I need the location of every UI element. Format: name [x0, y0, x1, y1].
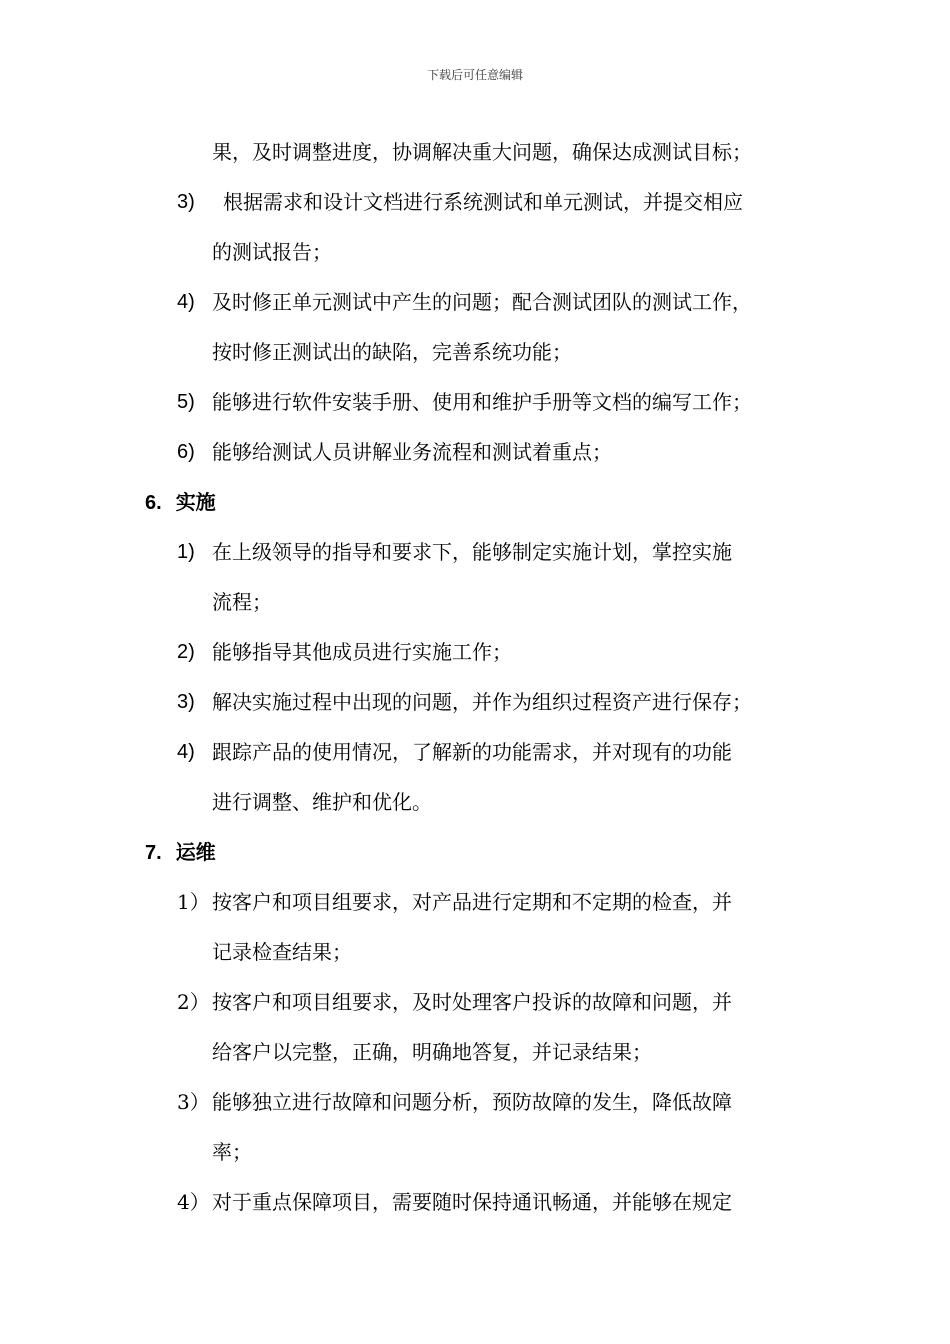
list-item-text: 能够独立进行故障和问题分析，预防故障的发生，降低故障 — [212, 1090, 732, 1114]
list-item-text: 解决实施过程中出现的问题，并作为组织过程资产进行保存； — [212, 690, 752, 714]
list-item-number: 5) — [177, 391, 195, 413]
section-heading-implementation — [145, 489, 216, 516]
page-header: 下载后可任意编辑 — [426, 68, 523, 82]
list-item-text: 在上级领导的指导和要求下，能够制定实施计划，掌控实施 — [212, 540, 732, 564]
section-number: 6. — [145, 492, 162, 514]
list-item-text: 果，及时调整进度，协调解决重大问题，确保达成测试目标； — [212, 140, 752, 164]
list-item-text: 率； — [212, 1140, 252, 1164]
list-item-text: 给客户以完整，正确，明确地答复，并记录结果； — [212, 1040, 652, 1064]
list-item-number: 1） — [177, 890, 210, 914]
list-item-text: 能够指导其他成员进行实施工作； — [212, 640, 512, 664]
list-item-text: 记录检查结果； — [212, 940, 352, 964]
section-title: 实施 — [175, 490, 216, 514]
list-item-number: 3) — [177, 191, 195, 213]
list-item-text: 能够给测试人员讲解业务流程和测试着重点； — [212, 440, 612, 464]
list-item-number: 4） — [177, 1190, 210, 1214]
list-item-text: 按客户和项目组要求，及时处理客户投诉的故障和问题，并 — [212, 990, 732, 1014]
list-item-text: 跟踪产品的使用情况，了解新的功能需求，并对现有的功能 — [212, 740, 732, 764]
section-heading-operations — [145, 839, 216, 866]
list-item-number: 3） — [177, 1090, 210, 1114]
section-title: 运维 — [175, 840, 216, 864]
list-item-text: 根据需求和设计文档进行系统测试和单元测试，并提交相应 — [223, 190, 743, 214]
list-item-text: 对于重点保障项目，需要随时保持通讯畅通，并能够在规定 — [212, 1190, 732, 1214]
list-item-number: 4) — [177, 291, 195, 313]
list-item-number: 6) — [177, 441, 195, 463]
section-number: 7. — [145, 842, 162, 864]
list-item-number: 2) — [177, 641, 195, 663]
list-item-number: 4) — [177, 741, 195, 763]
list-item-text: 流程； — [212, 590, 272, 614]
list-item-text: 按时修正测试出的缺陷，完善系统功能； — [212, 340, 572, 364]
list-item-number: 2） — [177, 990, 210, 1014]
list-item-text: 按客户和项目组要求，对产品进行定期和不定期的检查，并 — [212, 890, 732, 914]
list-item-number: 1) — [177, 541, 195, 563]
list-item-text: 进行调整、维护和优化。 — [212, 790, 432, 814]
list-item-text: 及时修正单元测试中产生的问题；配合测试团队的测试工作， — [212, 290, 752, 314]
list-item-text: 的测试报告； — [212, 240, 332, 264]
list-item-text: 能够进行软件安装手册、使用和维护手册等文档的编写工作； — [212, 390, 752, 414]
list-item-number: 3) — [177, 691, 195, 713]
